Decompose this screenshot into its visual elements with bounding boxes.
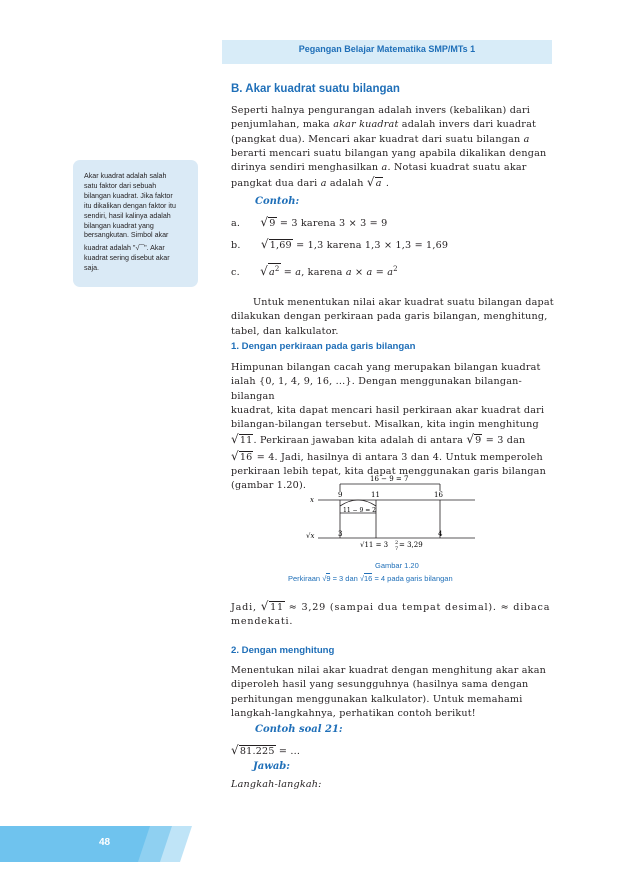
x-axis-label: x bbox=[310, 496, 314, 504]
example-b: b. √1,69 = 1,3 karena 1,3 × 1,3 = 1,69 bbox=[231, 237, 449, 251]
answer-label: Jawab: bbox=[253, 761, 290, 772]
x-tick-9: 9 bbox=[338, 491, 343, 499]
para-line: pangkat dua dari a adalah √a . bbox=[231, 175, 390, 190]
figure-caption-detail: Perkiraan √9 = 3 dan √16 = 4 pada garis bilangan bbox=[288, 574, 453, 583]
para-line: (pangkat dua). Mencari akar kuadrat dari suatu bilangan a bbox=[231, 133, 530, 145]
example-c: c. $√a^2 = a$, karena $a \times a = a^2$ bbox=[231, 264, 398, 279]
figure-top-label: 16 − 9 = 7 bbox=[370, 475, 409, 483]
footer-band bbox=[0, 826, 192, 862]
subheading-1: 1. Dengan perkiraan pada garis bilangan bbox=[231, 341, 416, 352]
mid-label: 11 − 9 = 2 bbox=[343, 507, 376, 514]
x-tick-16: 16 bbox=[434, 491, 443, 499]
low-tick-3: 3 bbox=[338, 530, 343, 538]
approx-frac-num: 2 bbox=[395, 540, 399, 546]
approx-frac-den: 7 bbox=[395, 546, 399, 552]
example-a: a. √9 = 3 karena 3 × 3 = 9 bbox=[231, 215, 388, 229]
para-line: penjumlahan, maka akar kuadrat adalah invers dari kuadrat bbox=[231, 119, 537, 131]
root-axis-label: √x bbox=[306, 532, 315, 540]
para-line: berarti mencari suatu bilangan yang apabila dikalikan dengan bbox=[231, 147, 547, 159]
approx-label-pre: √11 = 3 bbox=[360, 541, 389, 549]
intro-paragraph: Untuk menentukan nilai akar kuadrat suatu bilangan dapat dilakukan dengan perkiraan pada garis bilangan, menghitung, tabel, dan kalkulator. bbox=[231, 297, 554, 337]
sidebar-note: Akar kuadrat adalah salah satu faktor dari sebuah bilangan kuadrat. Jika faktor itu dikalikan dengan faktor itu sendiri, hasil kalinya adalah bilangan kuadrat yang bersangkutan. Simbol akar kuadrat adalah "√‾‾". Akar kuadrat sering disebut akar saja. bbox=[84, 172, 176, 273]
para-line: Seperti halnya pengurangan adalah invers (kebalikan) dari bbox=[231, 105, 531, 116]
section-heading: B. Akar kuadrat suatu bilangan bbox=[231, 83, 400, 95]
subsection-2-paragraph: Menentukan nilai akar kuadrat dengan menghitung akar akan diperoleh hasil yang sesungguhnya (hasilnya sama dengan perhitungan menggunakan kalkulator). Untuk memahami langkah-langkahnya, perhatikan contoh berikut! bbox=[231, 665, 546, 719]
arc-9-to-11 bbox=[340, 500, 376, 506]
para-line: dirinya sendiri menghasilkan a. Notasi kuadrat suatu akar bbox=[231, 162, 527, 174]
number-line-figure bbox=[300, 470, 485, 555]
approx-label-post: = 3,29 bbox=[399, 541, 423, 549]
conclusion: Jadi, √11 ≈ 3,29 (sampai dua tempat desimal). ≈ dibaca mendekati. bbox=[231, 599, 551, 628]
low-tick-4: 4 bbox=[438, 530, 443, 538]
example-21-problem: √81.225 = ... bbox=[231, 743, 301, 757]
steps-label: Langkah-langkah: bbox=[231, 779, 322, 790]
subheading-2: 2. Dengan menghitung bbox=[231, 645, 335, 656]
running-title: Pegangan Belajar Matematika SMP/MTs 1 bbox=[298, 44, 476, 54]
subsection-1-paragraph: Himpunan bilangan cacah yang merupakan bilangan kuadrat ialah {0, 1, 4, 9, 16, ...}. Dengan menggunakan bilangan-bilangan kuadrat, kita dapat mencari hasil perkiraan akar kuadrat dari bilangan-bilangan tersebut. Misalkan, kita ingin menghitung √11. Perkiraan jawaban kita adalah di antara √9 = 3 dan √16 = 4. Jadi, hasilnya di antara 3 dan 4. Untuk memperoleh perkiraan lebih tepat, kita dapat menggunakan garis bilangan (gambar 1.20). bbox=[231, 362, 546, 492]
page-number: 48 bbox=[99, 837, 111, 848]
section-b-paragraph bbox=[231, 104, 556, 192]
example-label: Contoh: bbox=[255, 196, 300, 207]
figure-caption: Gambar 1.20 bbox=[375, 561, 419, 570]
x-tick-11: 11 bbox=[371, 491, 380, 499]
example-21-label: Contoh soal 21: bbox=[255, 724, 343, 735]
radical-symbol-icon: √‾‾ bbox=[135, 244, 145, 253]
